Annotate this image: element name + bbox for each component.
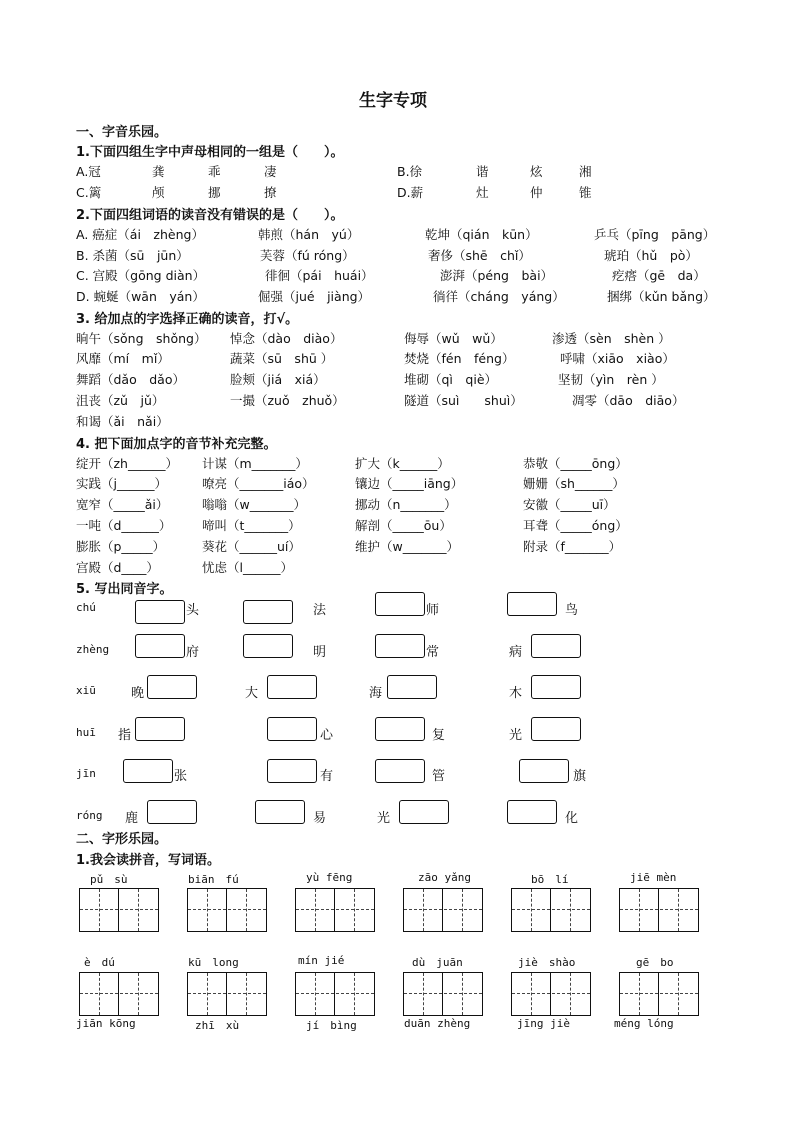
hint-char: 管 bbox=[432, 769, 446, 784]
q4-item: 姗姗（sh______） bbox=[523, 476, 625, 491]
section-heading-2: 二、字形乐园。 bbox=[76, 832, 168, 847]
q4-item: 恭敬（_____ōng） bbox=[523, 456, 628, 471]
q4-item: 膨胀（p_____） bbox=[76, 539, 166, 554]
pinyin-label: zhèng bbox=[76, 643, 110, 656]
q4-item: 安徽（_____uī） bbox=[523, 497, 616, 512]
hint-char: 有 bbox=[320, 769, 334, 784]
writing-grid[interactable] bbox=[295, 888, 375, 932]
hint-char: 晚 bbox=[131, 686, 145, 701]
hint-char: 易 bbox=[313, 811, 327, 826]
answer-box[interactable] bbox=[531, 675, 581, 699]
pinyin-label: dù juān bbox=[412, 956, 463, 969]
answer-box[interactable] bbox=[267, 717, 317, 741]
pinyin-label: è dú bbox=[84, 956, 115, 969]
answer-box[interactable] bbox=[267, 675, 317, 699]
answer-box[interactable] bbox=[375, 634, 425, 658]
option-text: 乖 bbox=[208, 164, 221, 179]
hint-char: 海 bbox=[369, 686, 383, 701]
q3-item: 焚烧（fén féng） bbox=[404, 351, 515, 366]
answer-box[interactable] bbox=[507, 800, 557, 824]
answer-box[interactable] bbox=[243, 634, 293, 658]
hint-char: 头 bbox=[186, 603, 200, 618]
q4-item: 计谋（m_______） bbox=[202, 456, 308, 471]
part2-question-1-stem: 1.我会读拼音，写词语。 bbox=[76, 853, 220, 868]
pinyin-label: jiè shào bbox=[518, 956, 576, 969]
q4-item: 实践（j______） bbox=[76, 476, 167, 491]
q4-item: 维护（w_______） bbox=[355, 539, 459, 554]
hint-char: 化 bbox=[565, 811, 579, 826]
hint-char: 旗 bbox=[573, 769, 587, 784]
answer-box[interactable] bbox=[135, 717, 185, 741]
option-text: 颅 bbox=[152, 185, 165, 200]
pinyin-label: jīng jiè bbox=[517, 1017, 570, 1030]
q2-item: 徜徉（cháng yáng） bbox=[433, 289, 565, 304]
option-text: 仲 bbox=[530, 185, 543, 200]
hint-char: 法 bbox=[313, 603, 327, 618]
q2-item: 乒乓（pīng pāng） bbox=[594, 227, 716, 242]
section-heading-1: 一、字音乐园。 bbox=[76, 125, 168, 140]
writing-grid[interactable] bbox=[79, 972, 159, 1016]
pinyin-label: jí bìng bbox=[306, 1019, 357, 1032]
pinyin-label: duān zhèng bbox=[404, 1017, 471, 1030]
hint-char: 心 bbox=[320, 728, 334, 743]
option-text: D.薪 bbox=[397, 185, 424, 200]
q2-item: 韩煎（hán yú） bbox=[258, 227, 360, 242]
answer-box[interactable] bbox=[123, 759, 173, 783]
q4-item: 一吨（d______） bbox=[76, 518, 172, 533]
writing-grid[interactable] bbox=[187, 888, 267, 932]
answer-box[interactable] bbox=[531, 717, 581, 741]
pinyin-label: jīn bbox=[76, 767, 96, 780]
q4-item: 忧虑（l______） bbox=[202, 560, 293, 575]
option-text: 湘 bbox=[579, 164, 592, 179]
writing-grid[interactable] bbox=[79, 888, 159, 932]
q3-item: 堆砌（qì qiè） bbox=[404, 372, 498, 387]
writing-grid[interactable] bbox=[187, 972, 267, 1016]
answer-box[interactable] bbox=[387, 675, 437, 699]
writing-grid[interactable] bbox=[403, 972, 483, 1016]
q2-item: 疙瘩（gē da） bbox=[612, 268, 706, 283]
hint-char: 木 bbox=[509, 686, 523, 701]
q3-item: 坚韧（yìn rèn ） bbox=[558, 372, 664, 387]
answer-box[interactable] bbox=[375, 592, 425, 616]
answer-box[interactable] bbox=[519, 759, 569, 783]
answer-box[interactable] bbox=[147, 675, 197, 699]
pinyin-label: zhī xù bbox=[195, 1019, 240, 1032]
q3-item: 悼念（dào diào） bbox=[230, 331, 343, 346]
pinyin-label: zāo yǎng bbox=[418, 871, 471, 884]
pinyin-label: xiū bbox=[76, 684, 96, 697]
q3-item: 晌午（sǒng shǒng） bbox=[76, 331, 207, 346]
q3-item: 和谒（ǎi nǎi） bbox=[76, 414, 169, 429]
pinyin-label: yù fēng bbox=[306, 871, 353, 884]
hint-char: 师 bbox=[426, 603, 440, 618]
pinyin-label: mín jié bbox=[298, 954, 345, 967]
q4-item: 嗡嗡（w_______） bbox=[202, 497, 306, 512]
answer-box[interactable] bbox=[267, 759, 317, 783]
q4-item: 附录（f_______） bbox=[523, 539, 622, 554]
hint-char: 复 bbox=[432, 728, 446, 743]
option-text: B.徐 bbox=[397, 164, 423, 179]
option-text: 炫 bbox=[530, 164, 543, 179]
pinyin-label: huī bbox=[76, 726, 96, 739]
answer-box[interactable] bbox=[255, 800, 305, 824]
q2-item: 乾坤（qián kūn） bbox=[425, 227, 538, 242]
q3-item: 侮辱（wǔ wǔ） bbox=[404, 331, 503, 346]
option-text: 撩 bbox=[264, 185, 277, 200]
q3-item: 蔬菜（sū shū ） bbox=[230, 351, 334, 366]
option-text: C.篱 bbox=[76, 185, 102, 200]
q3-item: 一撮（zuǒ zhuǒ） bbox=[230, 393, 345, 408]
writing-grid[interactable] bbox=[511, 888, 591, 932]
q3-item: 脸颊（jiá xiá） bbox=[230, 372, 326, 387]
hint-char: 病 bbox=[509, 645, 523, 660]
q2-item: 奢侈（shē chǐ） bbox=[428, 248, 531, 263]
q4-item: 挪动（n_______） bbox=[355, 497, 457, 512]
hint-char: 大 bbox=[245, 686, 259, 701]
q3-item: 呼啸（xiāo xiào） bbox=[560, 351, 675, 366]
option-text: 凄 bbox=[264, 164, 277, 179]
q3-item: 沮丧（zǔ jǔ） bbox=[76, 393, 165, 408]
hint-char: 常 bbox=[426, 645, 440, 660]
q4-item: 嘹亮（_______iáo） bbox=[202, 476, 315, 491]
q2-item: 捆绑（kǔn bǎng） bbox=[607, 289, 716, 304]
q4-item: 绽开（zh______） bbox=[76, 456, 178, 471]
pinyin-label: róng bbox=[76, 809, 103, 822]
pinyin-label: biān fú bbox=[188, 873, 239, 886]
question-1-stem: 1.下面四组生字中声母相同的一组是（ ）。 bbox=[76, 145, 344, 160]
hint-char: 光 bbox=[377, 811, 391, 826]
writing-grid[interactable] bbox=[619, 888, 699, 932]
q3-item: 隧道（suì shuì） bbox=[404, 393, 523, 408]
option-text: A.冠 bbox=[76, 164, 101, 179]
writing-grid[interactable] bbox=[619, 972, 699, 1016]
q4-item: 啼叫（t_______） bbox=[202, 518, 301, 533]
question-2-stem: 2.下面四组词语的读音没有错误的是（ ）。 bbox=[76, 208, 344, 223]
q2-item: 澎湃（péng bài） bbox=[440, 268, 554, 283]
pinyin-label: méng lóng bbox=[614, 1017, 674, 1030]
q2-item: B. 杀菌（sū jūn） bbox=[76, 248, 189, 263]
hint-char: 府 bbox=[186, 645, 200, 660]
hint-char: 指 bbox=[118, 728, 132, 743]
answer-box[interactable] bbox=[135, 634, 185, 658]
question-5-stem: 5. 写出同音字。 bbox=[76, 582, 173, 597]
option-text: 锥 bbox=[579, 185, 592, 200]
pinyin-label: jiē mèn bbox=[630, 871, 677, 884]
q3-item: 凋零（dāo diāo） bbox=[572, 393, 685, 408]
q4-item: 宫殿（d____） bbox=[76, 560, 159, 575]
pinyin-label: jiān kōng bbox=[76, 1017, 136, 1030]
q2-item: 倔强（jué jiàng） bbox=[258, 289, 371, 304]
hint-char: 光 bbox=[509, 728, 523, 743]
hint-char: 张 bbox=[174, 769, 188, 784]
q4-item: 宽窄（_____ǎi） bbox=[76, 497, 169, 512]
question-4-stem: 4. 把下面加点字的音节补充完整。 bbox=[76, 437, 277, 452]
q4-item: 葵花（______uí） bbox=[202, 539, 301, 554]
q2-item: 芙蓉（fú róng） bbox=[260, 248, 355, 263]
q4-item: 耳聋（_____óng） bbox=[523, 518, 628, 533]
writing-grid[interactable] bbox=[403, 888, 483, 932]
writing-grid[interactable] bbox=[511, 972, 591, 1016]
q4-item: 扩大（k______） bbox=[355, 456, 450, 471]
hint-char: 鸟 bbox=[565, 603, 579, 618]
option-text: 挪 bbox=[208, 185, 221, 200]
q2-item: 琥珀（hǔ pò） bbox=[604, 248, 698, 263]
pinyin-label: pǔ sù bbox=[90, 873, 128, 886]
q3-item: 渗透（sèn shèn ） bbox=[552, 331, 671, 346]
pinyin-label: gē bo bbox=[636, 956, 674, 969]
answer-box[interactable] bbox=[399, 800, 449, 824]
answer-box[interactable] bbox=[375, 759, 425, 783]
option-text: 龚 bbox=[152, 164, 165, 179]
option-text: 谐 bbox=[476, 164, 489, 179]
q4-item: 镶边（_____iāng） bbox=[355, 476, 464, 491]
hint-char: 鹿 bbox=[125, 811, 139, 826]
page-title: 生字专项 bbox=[359, 91, 427, 111]
answer-box[interactable] bbox=[243, 600, 293, 624]
q2-item: A. 癌症（ái zhèng） bbox=[76, 227, 204, 242]
option-text: 灶 bbox=[476, 185, 489, 200]
q2-item: C. 宫殿（gōng diàn） bbox=[76, 268, 206, 283]
hint-char: 明 bbox=[313, 645, 327, 660]
q2-item: D. 蜿蜒（wān yán） bbox=[76, 289, 205, 304]
pinyin-label: chú bbox=[76, 601, 96, 614]
answer-box[interactable] bbox=[135, 600, 185, 624]
answer-box[interactable] bbox=[375, 717, 425, 741]
pinyin-label: kū long bbox=[188, 956, 239, 969]
answer-box[interactable] bbox=[147, 800, 197, 824]
q2-item: 徘徊（pái huái） bbox=[265, 268, 374, 283]
question-3-stem: 3. 给加点的字选择正确的读音，打√。 bbox=[76, 312, 299, 327]
writing-grid[interactable] bbox=[295, 972, 375, 1016]
q4-item: 解剖（_____ōu） bbox=[355, 518, 452, 533]
answer-box[interactable] bbox=[507, 592, 557, 616]
pinyin-label: bō lí bbox=[531, 873, 569, 886]
q3-item: 风靡（mí mǐ） bbox=[76, 351, 170, 366]
answer-box[interactable] bbox=[531, 634, 581, 658]
q3-item: 舞蹈（dǎo dǎo） bbox=[76, 372, 185, 387]
